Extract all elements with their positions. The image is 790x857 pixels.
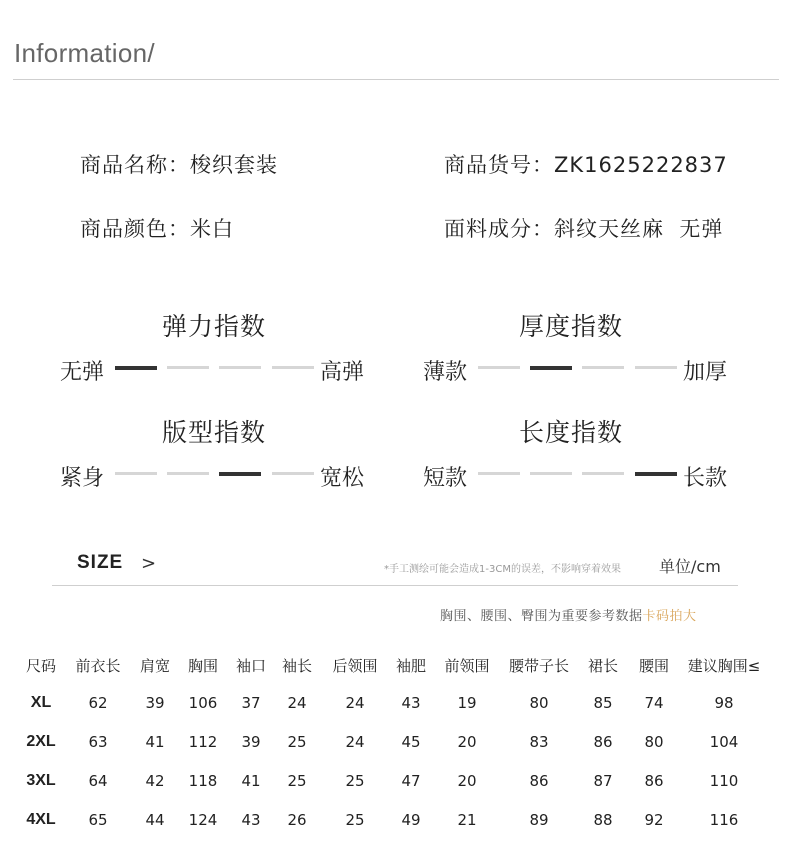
table-cell: 86 <box>593 733 613 751</box>
thickness-right-label: 加厚 <box>683 360 728 385</box>
product-color-value: 米白 <box>190 217 234 241</box>
table-cell: 45 <box>401 733 421 751</box>
table-cell: 39 <box>145 694 165 712</box>
table-cell: 88 <box>593 811 613 829</box>
measurement-note: *手工测绘可能会造成1-3CM的误差，不影响穿着效果 <box>384 564 621 575</box>
product-code-value: ZK1625222837 <box>554 153 728 177</box>
product-color-label: 商品颜色： <box>80 217 190 241</box>
thickness-index-title: 厚度指数 <box>518 312 623 341</box>
table-cell: 25 <box>287 772 307 790</box>
table-cell: 21 <box>457 811 477 829</box>
table-cell: 83 <box>529 733 549 751</box>
table-cell: 25 <box>345 772 365 790</box>
product-code-label: 商品货号： <box>444 153 554 177</box>
table-cell: 37 <box>241 694 261 712</box>
table-cell: 41 <box>145 733 165 751</box>
table-cell: 124 <box>188 811 218 829</box>
table-cell: 24 <box>345 694 365 712</box>
product-name-label: 商品名称： <box>80 153 190 177</box>
table-cell: 39 <box>241 733 261 751</box>
size-label-cell: XL <box>30 694 52 711</box>
section-title: Information/ <box>14 38 155 68</box>
table-header-cell: 腰围 <box>638 657 670 675</box>
table-cell: 85 <box>593 694 613 712</box>
table-cell: 86 <box>529 772 549 790</box>
table-cell: 106 <box>188 694 218 712</box>
reference-highlight: 卡码拍大 <box>642 609 697 624</box>
table-cell: 44 <box>145 811 165 829</box>
length-right-label: 长款 <box>683 466 728 491</box>
table-cell: 80 <box>529 694 549 712</box>
fit-index-title: 版型指数 <box>161 418 266 447</box>
table-cell: 74 <box>644 694 664 712</box>
table-header-cell: 建议胸围≤ <box>687 657 761 675</box>
elasticity-right-label: 高弹 <box>320 360 365 385</box>
table-cell: 25 <box>345 811 365 829</box>
table-cell: 112 <box>188 733 218 751</box>
table-header-cell: 尺码 <box>25 657 57 675</box>
table-cell: 24 <box>345 733 365 751</box>
table-cell: 26 <box>287 811 307 829</box>
table-cell: 25 <box>287 733 307 751</box>
table-cell: 62 <box>88 694 108 712</box>
table-cell: 110 <box>709 772 739 790</box>
table-cell: 63 <box>88 733 108 751</box>
table-cell: 104 <box>709 733 739 751</box>
table-cell: 80 <box>644 733 664 751</box>
unit-label: 单位/cm <box>659 557 721 576</box>
table-cell: 20 <box>457 772 477 790</box>
table-header-cell: 袖肥 <box>395 657 427 675</box>
chevron-right-icon: > <box>141 553 157 574</box>
fit-left-label: 紧身 <box>60 466 105 491</box>
table-header-cell: 腰带子长 <box>508 657 570 675</box>
table-cell: 43 <box>241 811 261 829</box>
table-header-cell: 胸围 <box>187 657 219 675</box>
table-header-cell: 袖口 <box>235 657 267 675</box>
fit-right-label: 宽松 <box>320 466 365 491</box>
reference-note-text: 胸围、腰围、臀围为重要参考数据 <box>440 609 643 624</box>
table-header-cell: 袖长 <box>281 657 313 675</box>
table-cell: 98 <box>714 694 734 712</box>
table-cell: 65 <box>88 811 108 829</box>
table-cell: 64 <box>88 772 108 790</box>
table-cell: 89 <box>529 811 549 829</box>
table-header-cell: 后领围 <box>332 657 378 675</box>
size-label-cell: 3XL <box>26 772 56 789</box>
table-header-cell: 裙长 <box>587 657 619 675</box>
elasticity-left-label: 无弹 <box>60 360 105 385</box>
length-left-label: 短款 <box>423 466 468 491</box>
product-fabric-value: 斜纹天丝麻 无弹 <box>554 217 724 241</box>
size-label-cell: 4XL <box>26 811 56 828</box>
table-cell: 43 <box>401 694 421 712</box>
product-fabric-label: 面料成分： <box>444 217 554 241</box>
table-cell: 87 <box>593 772 613 790</box>
table-cell: 47 <box>401 772 421 790</box>
size-label-cell: 2XL <box>26 733 56 750</box>
elasticity-index-title: 弹力指数 <box>161 312 266 341</box>
table-cell: 42 <box>145 772 165 790</box>
table-cell: 49 <box>401 811 421 829</box>
table-cell: 116 <box>709 811 739 829</box>
table-cell: 41 <box>241 772 261 790</box>
table-header-cell: 肩宽 <box>139 657 171 675</box>
table-cell: 92 <box>644 811 664 829</box>
table-cell: 24 <box>287 694 307 712</box>
size-title: SIZE <box>77 552 124 573</box>
table-header-cell: 前衣长 <box>75 657 121 675</box>
table-cell: 19 <box>457 694 477 712</box>
table-cell: 118 <box>188 772 218 790</box>
table-cell: 20 <box>457 733 477 751</box>
product-name-value: 梭织套装 <box>190 153 278 177</box>
table-header-cell: 前领围 <box>444 657 490 675</box>
table-cell: 86 <box>644 772 664 790</box>
length-index-title: 长度指数 <box>518 418 623 447</box>
thickness-left-label: 薄款 <box>423 360 468 385</box>
